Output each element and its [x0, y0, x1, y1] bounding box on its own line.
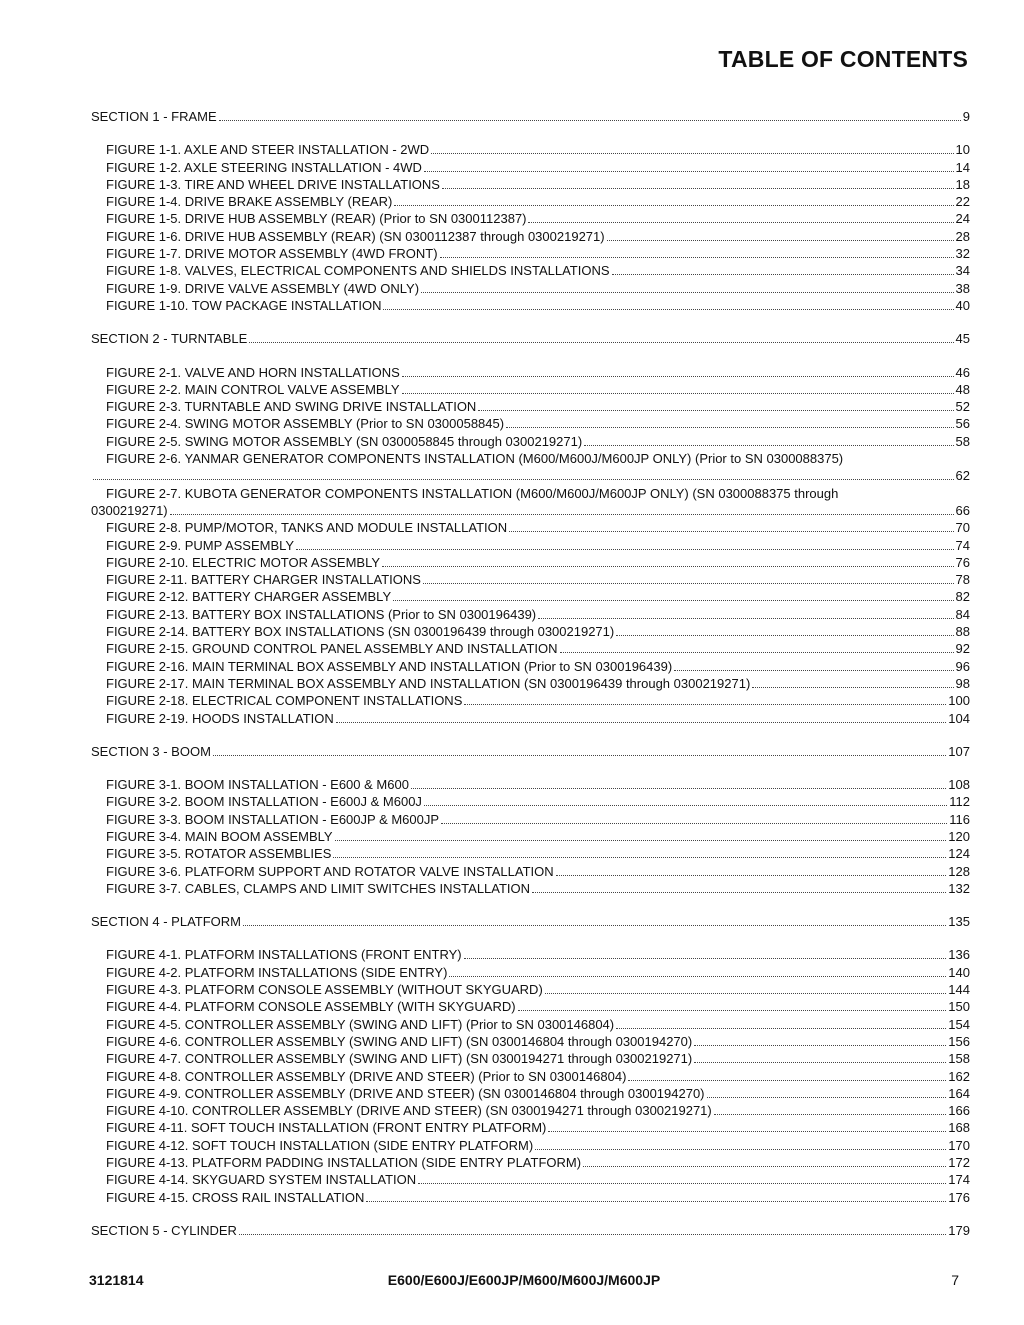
figure-entry[interactable] — [91, 433, 970, 450]
figure-entry[interactable] — [91, 811, 970, 828]
dot-leader — [442, 187, 954, 189]
toc-page-number: 132 — [948, 880, 970, 896]
dot-leader — [548, 1130, 946, 1132]
toc-page-number: 176 — [948, 1189, 970, 1205]
toc-section — [91, 108, 970, 314]
figure-title: FIGURE 2-15. GROUND CONTROL PANEL ASSEMBLY AND INSTALLATION — [106, 641, 558, 657]
figure-title: FIGURE 2-10. ELECTRIC MOTOR ASSEMBLY — [106, 554, 381, 570]
figure-entry[interactable] — [91, 793, 970, 810]
dot-leader — [584, 444, 953, 446]
dot-leader — [423, 582, 954, 584]
toc-section — [91, 330, 970, 727]
dot-leader — [249, 341, 953, 343]
figure-title: FIGURE 1-4. DRIVE BRAKE ASSEMBLY (REAR) — [106, 194, 393, 210]
toc-page-number: 70 — [955, 520, 970, 536]
toc-page-number: 38 — [955, 280, 970, 296]
figure-title: FIGURE 1-2. AXLE STEERING INSTALLATION - 4WD — [106, 159, 422, 175]
figure-continuation — [91, 502, 970, 519]
figure-title: FIGURE 3-1. BOOM INSTALLATION - E600 & M600 — [106, 777, 409, 793]
figure-title: FIGURE 2-6. YANMAR GENERATOR COMPONENTS INSTALLATION (M600/M600J/M600JP ONLY) (Prior to SN 0300088375) — [106, 451, 844, 467]
dot-leader — [464, 957, 947, 959]
dot-leader — [393, 599, 953, 601]
toc-page-number: 46 — [955, 364, 970, 380]
dot-leader — [532, 891, 946, 893]
toc-page-number: 154 — [948, 1016, 970, 1032]
dot-leader — [394, 204, 953, 206]
figure-title: FIGURE 2-7. KUBOTA GENERATOR COMPONENTS INSTALLATION (M600/M600J/M600JP ONLY) (SN 0300088375 through — [106, 485, 839, 501]
toc-page-number: 107 — [948, 743, 970, 759]
figure-title: FIGURE 1-1. AXLE AND STEER INSTALLATION - 2WD — [106, 142, 430, 158]
toc-page-number: 18 — [955, 176, 970, 192]
figure-entry[interactable] — [91, 398, 970, 415]
toc-page-number: 112 — [949, 794, 970, 810]
figure-entry[interactable] — [91, 981, 970, 998]
figure-title: FIGURE 2-3. TURNTABLE AND SWING DRIVE INSTALLATION — [106, 399, 477, 415]
toc-page-number: 48 — [955, 381, 970, 397]
figure-entry[interactable] — [91, 863, 970, 880]
toc-page-number: 179 — [948, 1222, 970, 1238]
dot-leader — [402, 392, 954, 394]
figure-title: FIGURE 3-3. BOOM INSTALLATION - E600JP & M600JP — [106, 811, 440, 827]
figure-title: FIGURE 4-13. PLATFORM PADDING INSTALLATION (SIDE ENTRY PLATFORM) — [106, 1155, 582, 1171]
toc-page-number: 124 — [948, 846, 970, 862]
dot-leader — [366, 1200, 946, 1202]
figure-title: FIGURE 4-15. CROSS RAIL INSTALLATION — [106, 1189, 365, 1205]
figure-title: FIGURE 2-5. SWING MOTOR ASSEMBLY (SN 0300058845 through 0300219271) — [106, 433, 583, 449]
dot-leader — [607, 239, 954, 241]
dot-leader — [752, 686, 953, 688]
figure-entry[interactable] — [91, 623, 970, 640]
figure-entry[interactable] — [91, 710, 970, 727]
toc-page-number: 62 — [955, 468, 970, 484]
toc-page-number: 135 — [948, 914, 970, 930]
dot-leader — [528, 221, 953, 223]
toc-page-number: 158 — [948, 1051, 970, 1067]
figure-entry[interactable] — [91, 1154, 970, 1171]
figure-entry[interactable] — [91, 828, 970, 845]
figure-title: FIGURE 2-8. PUMP/MOTOR, TANKS AND MODULE INSTALLATION — [106, 520, 508, 536]
figure-entry[interactable] — [91, 1171, 970, 1188]
toc-page-number: 164 — [948, 1085, 970, 1101]
dot-leader — [449, 975, 946, 977]
figure-entry[interactable] — [91, 159, 970, 176]
figure-entry[interactable] — [91, 964, 970, 981]
figure-entry[interactable] — [91, 176, 970, 193]
dot-leader — [335, 839, 947, 841]
figure-entry[interactable] — [91, 364, 970, 381]
toc-page-number: 82 — [955, 589, 970, 605]
figure-entry[interactable] — [91, 210, 970, 227]
toc-page-number: 88 — [955, 624, 970, 640]
figure-entry[interactable] — [91, 262, 970, 279]
figure-title: FIGURE 4-3. PLATFORM CONSOLE ASSEMBLY (WITHOUT SKYGUARD) — [106, 982, 543, 998]
toc-page-number: 45 — [955, 331, 970, 347]
dot-leader — [518, 1009, 947, 1011]
figure-title: FIGURE 2-13. BATTERY BOX INSTALLATIONS (Prior to SN 0300196439) — [106, 606, 537, 622]
toc-page-number: 96 — [955, 658, 970, 674]
figure-title: FIGURE 1-3. TIRE AND WHEEL DRIVE INSTALLATIONS — [106, 176, 440, 192]
dot-leader — [694, 1061, 946, 1063]
toc-page-number: 40 — [955, 297, 970, 313]
dot-leader — [616, 634, 953, 636]
dot-leader — [170, 513, 954, 515]
dot-leader — [239, 1233, 946, 1235]
figure-entry[interactable] — [91, 588, 970, 605]
figure-entry[interactable] — [91, 537, 970, 554]
dot-leader — [560, 651, 954, 653]
figure-title: FIGURE 4-6. CONTROLLER ASSEMBLY (SWING AND LIFT) (SN 0300146804 through 0300194270) — [106, 1033, 693, 1049]
figure-title: FIGURE 3-6. PLATFORM SUPPORT AND ROTATOR VALVE INSTALLATION — [106, 863, 554, 879]
figure-title: FIGURE 4-7. CONTROLLER ASSEMBLY (SWING AND LIFT) (SN 0300194271 through 0300219271) — [106, 1051, 693, 1067]
toc-page-number: 162 — [948, 1068, 970, 1084]
section-entry[interactable] — [91, 330, 970, 347]
figure-entry[interactable] — [91, 845, 970, 862]
dot-leader — [431, 152, 953, 154]
dot-leader — [402, 375, 954, 377]
figure-title: FIGURE 2-19. HOODS INSTALLATION — [106, 710, 334, 726]
dot-leader — [545, 992, 947, 994]
dot-leader — [694, 1044, 946, 1046]
figure-title: FIGURE 2-4. SWING MOTOR ASSEMBLY (Prior to SN 0300058845) — [106, 416, 505, 432]
figure-title: FIGURE 4-9. CONTROLLER ASSEMBLY (DRIVE AND STEER) (SN 0300146804 through 0300194270) — [106, 1085, 705, 1101]
dot-leader — [243, 924, 946, 926]
figure-title: FIGURE 4-10. CONTROLLER ASSEMBLY (DRIVE AND STEER) (SN 0300194271 through 0300219271) — [106, 1103, 712, 1119]
toc-page-number: 14 — [955, 159, 970, 175]
dot-leader — [707, 1096, 947, 1098]
toc-page-number: 9 — [962, 109, 970, 124]
figure-title: FIGURE 4-11. SOFT TOUCH INSTALLATION (FRONT ENTRY PLATFORM) — [106, 1120, 547, 1136]
dot-leader — [424, 170, 954, 172]
toc-page-number: 28 — [955, 228, 970, 244]
toc-page-number: 78 — [955, 572, 970, 588]
toc-page-number: 34 — [955, 263, 970, 279]
model-list: E600/E600J/E600JP/M600/M600J/M600JP — [387, 1272, 661, 1288]
figure-title: FIGURE 2-18. ELECTRICAL COMPONENT INSTALLATIONS — [106, 693, 463, 709]
figure-title: FIGURE 3-2. BOOM INSTALLATION - E600J & M600J — [106, 794, 422, 810]
dot-leader — [383, 308, 953, 310]
dot-leader — [714, 1113, 947, 1115]
toc-page-number: 136 — [948, 947, 970, 963]
toc-page-number: 58 — [955, 433, 970, 449]
figure-entry[interactable] — [91, 1016, 970, 1033]
table-of-contents — [91, 108, 970, 1255]
dot-leader — [464, 703, 946, 705]
figure-entry[interactable] — [91, 280, 970, 297]
figure-title: FIGURE 1-6. DRIVE HUB ASSEMBLY (REAR) (SN 0300112387 through 0300219271) — [106, 228, 605, 244]
figure-entry[interactable] — [91, 776, 970, 793]
toc-page-number: 52 — [955, 399, 970, 415]
figure-title: FIGURE 4-2. PLATFORM INSTALLATIONS (SIDE ENTRY) — [106, 964, 448, 980]
figure-title: FIGURE 4-14. SKYGUARD SYSTEM INSTALLATION — [106, 1172, 417, 1188]
dot-leader — [336, 721, 947, 723]
dot-leader — [213, 754, 946, 756]
toc-page-number: 32 — [955, 246, 970, 262]
figure-title: FIGURE 4-8. CONTROLLER ASSEMBLY (DRIVE AND STEER) (Prior to SN 0300146804) — [106, 1068, 627, 1084]
figure-title: FIGURE 1-9. DRIVE VALVE ASSEMBLY (4WD ONLY) — [106, 280, 420, 296]
section-title: SECTION 4 - PLATFORM — [91, 914, 241, 930]
figure-entry[interactable] — [91, 519, 970, 536]
figure-entry[interactable] — [91, 554, 970, 571]
figure-entry[interactable] — [91, 1189, 970, 1206]
dot-leader — [583, 1165, 946, 1167]
figure-title: FIGURE 4-4. PLATFORM CONSOLE ASSEMBLY (WITH SKYGUARD) — [106, 999, 516, 1015]
section-title: SECTION 5 - CYLINDER — [91, 1222, 237, 1238]
figure-entry[interactable] — [91, 485, 970, 520]
dot-leader — [418, 1182, 946, 1184]
toc-page-number: 168 — [948, 1120, 970, 1136]
dot-leader — [612, 273, 954, 275]
figure-title: FIGURE 1-5. DRIVE HUB ASSEMBLY (REAR) (Prior to SN 0300112387) — [106, 211, 527, 227]
toc-page-number: 166 — [948, 1103, 970, 1119]
figure-title: FIGURE 3-4. MAIN BOOM ASSEMBLY — [106, 828, 333, 844]
page-number: 7 — [951, 1272, 959, 1288]
figure-title-continued: 0300219271) — [91, 502, 168, 518]
toc-page-number: 150 — [948, 999, 970, 1015]
figure-entry[interactable] — [91, 946, 970, 963]
dot-leader — [93, 478, 954, 480]
dot-leader — [506, 426, 953, 428]
figure-entry[interactable] — [91, 1119, 970, 1136]
figure-entry[interactable] — [91, 193, 970, 210]
toc-page-number: 172 — [948, 1155, 970, 1171]
figure-entry[interactable] — [91, 1085, 970, 1102]
figure-title: FIGURE 2-11. BATTERY CHARGER INSTALLATIONS — [106, 572, 421, 588]
toc-section — [91, 913, 970, 1206]
figure-entry[interactable] — [91, 141, 970, 158]
figure-entry[interactable] — [91, 998, 970, 1015]
toc-page-number: 170 — [948, 1137, 970, 1153]
toc-page-number: 74 — [955, 537, 970, 553]
dot-leader — [424, 804, 947, 806]
section-title: SECTION 1 - FRAME — [91, 109, 217, 124]
toc-page-number: 84 — [955, 606, 970, 622]
page-title: TABLE OF CONTENTS — [718, 46, 968, 72]
figure-title: FIGURE 4-1. PLATFORM INSTALLATIONS (FRONT ENTRY) — [106, 947, 462, 963]
figure-title: FIGURE 4-12. SOFT TOUCH INSTALLATION (SIDE ENTRY PLATFORM) — [106, 1137, 534, 1153]
dot-leader — [478, 409, 953, 411]
dot-leader — [538, 617, 953, 619]
section-title: SECTION 2 - TURNTABLE — [91, 331, 248, 347]
figure-title: FIGURE 4-5. CONTROLLER ASSEMBLY (SWING AND LIFT) (Prior to SN 0300146804) — [106, 1016, 615, 1032]
figure-title: FIGURE 2-16. MAIN TERMINAL BOX ASSEMBLY AND INSTALLATION (Prior to SN 0300196439) — [106, 658, 673, 674]
toc-page-number: 98 — [955, 675, 970, 691]
toc-page-number: 92 — [955, 641, 970, 657]
toc-page-number: 116 — [949, 811, 970, 827]
dot-leader — [616, 1027, 946, 1029]
dot-leader — [441, 822, 947, 824]
toc-page-number: 24 — [955, 211, 970, 227]
figure-entry[interactable] — [91, 381, 970, 398]
toc-page-number: 76 — [955, 554, 970, 570]
dot-leader — [674, 669, 953, 671]
section-entry[interactable] — [91, 1222, 970, 1239]
dot-leader — [535, 1148, 946, 1150]
figure-title: FIGURE 2-1. VALVE AND HORN INSTALLATIONS — [106, 364, 400, 380]
toc-section — [91, 1222, 970, 1239]
dot-leader — [421, 291, 953, 293]
section-entry[interactable] — [91, 913, 970, 930]
toc-page-number: 66 — [955, 502, 970, 518]
toc-page-number: 100 — [948, 693, 970, 709]
figure-continuation — [91, 467, 970, 484]
toc-page-number: 22 — [955, 194, 970, 210]
figure-entry[interactable] — [91, 297, 970, 314]
figure-entry[interactable] — [91, 571, 970, 588]
figure-title: FIGURE 3-5. ROTATOR ASSEMBLIES — [106, 846, 332, 862]
figure-title: FIGURE 2-9. PUMP ASSEMBLY — [106, 537, 295, 553]
toc-page-number: 56 — [955, 416, 970, 432]
figure-title: FIGURE 1-7. DRIVE MOTOR ASSEMBLY (4WD FRONT) — [106, 246, 438, 262]
figure-entry[interactable] — [91, 228, 970, 245]
figure-title: FIGURE 2-12. BATTERY CHARGER ASSEMBLY — [106, 589, 392, 605]
figure-entry[interactable] — [91, 692, 970, 709]
figure-title: FIGURE 1-8. VALVES, ELECTRICAL COMPONENTS AND SHIELDS INSTALLATIONS — [106, 263, 610, 279]
figure-entry[interactable] — [91, 1137, 970, 1154]
toc-page-number: 108 — [948, 777, 970, 793]
dot-leader — [628, 1079, 946, 1081]
dot-leader — [440, 256, 954, 258]
figure-title: FIGURE 2-17. MAIN TERMINAL BOX ASSEMBLY AND INSTALLATION (SN 0300196439 through 0300219271) — [106, 675, 751, 691]
figure-title: FIGURE 2-2. MAIN CONTROL VALVE ASSEMBLY — [106, 381, 400, 397]
dot-leader — [509, 530, 953, 532]
dot-leader — [296, 548, 953, 550]
figure-entry[interactable] — [91, 1068, 970, 1085]
figure-entry[interactable] — [91, 1050, 970, 1067]
dot-leader — [556, 874, 947, 876]
figure-title: FIGURE 2-14. BATTERY BOX INSTALLATIONS (SN 0300196439 through 0300219271) — [106, 624, 615, 640]
document-number: 3121814 — [89, 1272, 144, 1288]
dot-leader — [382, 565, 954, 567]
toc-section — [91, 743, 970, 897]
toc-page-number: 174 — [948, 1172, 970, 1188]
figure-title: FIGURE 3-7. CABLES, CLAMPS AND LIMIT SWITCHES INSTALLATION — [106, 880, 531, 896]
toc-page-number: 10 — [955, 142, 970, 158]
dot-leader — [411, 787, 946, 789]
toc-page-number: 128 — [948, 863, 970, 879]
dot-leader — [333, 856, 946, 858]
figure-entry[interactable] — [91, 640, 970, 657]
figure-entry[interactable] — [91, 880, 970, 897]
section-title: SECTION 3 - BOOM — [91, 743, 211, 759]
figure-entry[interactable] — [91, 450, 970, 485]
figure-entry[interactable] — [91, 415, 970, 432]
toc-page-number: 144 — [948, 982, 970, 998]
toc-page-number: 120 — [948, 828, 970, 844]
figure-entry[interactable] — [91, 1033, 970, 1050]
figure-entry[interactable] — [91, 675, 970, 692]
figure-title: FIGURE 1-10. TOW PACKAGE INSTALLATION — [106, 297, 382, 313]
figure-entry[interactable] — [91, 1102, 970, 1119]
section-entry[interactable] — [91, 743, 970, 760]
figure-entry[interactable] — [91, 245, 970, 262]
figure-entry[interactable] — [91, 606, 970, 623]
section-entry[interactable] — [91, 108, 970, 125]
figure-entry[interactable] — [91, 658, 970, 675]
toc-page-number: 104 — [948, 710, 970, 726]
toc-page-number: 156 — [948, 1033, 970, 1049]
dot-leader — [219, 119, 961, 121]
toc-page-number: 140 — [948, 964, 970, 980]
